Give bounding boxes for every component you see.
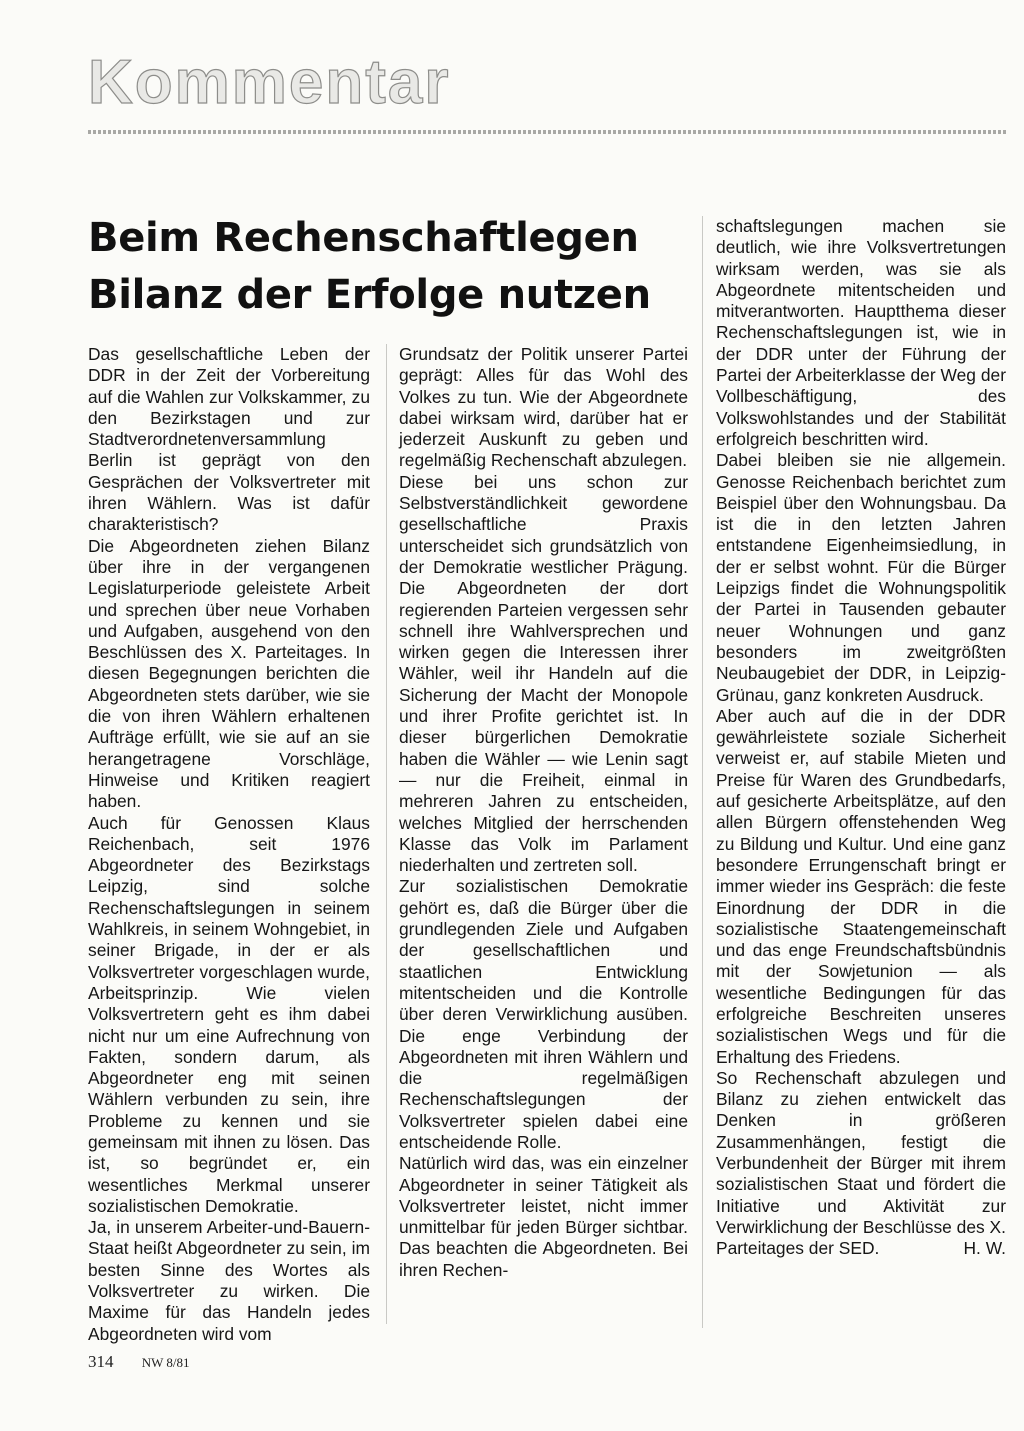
paragraph: Ja, in unserem Arbeiter-und-Bauern-Staat heißt Abgeordneter zu sein, im besten Sinne des Wortes als Volksvertreter zu wirken. Die Maxime für das Handeln jedes Abgeordneten wird vom bbox=[88, 1217, 370, 1344]
paragraph: Dabei bleiben sie nie allgemein. Genosse Reichenbach berichtet zum Beispiel über den Wohnungsbau. Da ist die in den letzten Jahren entstandene Eigenheimsiedlung, in der er selbst wohnt. Für die Bürger Leipzigs findet die Wohnungspolitik der Partei in Tausenden gebauter neuer Wohnungen und ganz besonders im zweitgrößten Neubaugebiet der DDR, in Leipzig-Grünau, ganz konkreten Ausdruck. bbox=[716, 450, 1006, 705]
paragraph: Natürlich wird das, was ein einzelner Abgeordneter in seiner Tätigkeit als Volksvertreter leistet, nicht immer unmittelbar für jeden Bürger sichtbar. Das beachten die Abgeordneten. Bei ihren Rechen- bbox=[399, 1153, 688, 1280]
article-headline bbox=[88, 210, 698, 324]
author-signature: H. W. bbox=[963, 1238, 1006, 1259]
paragraph-text: So Rechenschaft abzulegen und Bilanz zu ziehen entwickelt das Denken in größeren Zusammenhängen, festigt die Verbundenheit der Bürger mit ihrem sozialistischen Staat und fördert die Initiative und Aktivität zur Verwirklichung der Beschlüsse des X. Parteitages der SED. bbox=[716, 1067, 1006, 1259]
headline-line: Beim Rechenschaftlegen bbox=[88, 215, 639, 261]
paragraph: Aber auch auf die in der DDR gewährleistete soziale Sicherheit verweist er, auf stabile Mieten und Preise für Waren des Grundbedarfs, auf gesicherte Arbeitsplätze, auf den allen Bürgern offenstehenden Weg zu Bildung und Kultur. Und eine ganz besondere Errungenschaft bringt er immer wieder ins Gespräch: die feste Einordnung der DDR in die sozialistische Staatengemeinschaft und das enge Freundschaftsbündnis mit der Sowjetunion — als wesentliche Bedingungen für das erfolgreiche Beschreiten unseres sozialistischen Wegs und für die Erhaltung des Friedens. bbox=[716, 705, 1006, 1067]
column-divider bbox=[702, 216, 703, 1328]
paragraph: Diese bei uns schon zur Selbstverständlichkeit gewordene gesellschaftliche Praxis unterscheidet sich grundsätzlich von der Demokratie westlicher Prägung. Die Abgeordneten der dort regierenden Parteien vergessen sehr schnell ihre Wahlversprechen und wirken gegen die Interessen ihrer Wähler, weil ihr Handeln auf die Sicherung der Macht der Monopole und ihrer Profite gerichtet ist. In dieser bürgerlichen Demokratie haben die Wähler — wie Lenin sagt — nur die Freiheit, einmal in mehreren Jahren zu entscheiden, welches Mitglied der herrschenden Klasse das Volk im Parlament niederhalten und zertreten soll. bbox=[399, 471, 688, 876]
issue-label: NW 8/81 bbox=[141, 1355, 190, 1370]
header-rule bbox=[88, 130, 1006, 134]
paragraph: Grundsatz der Politik unserer Partei geprägt: Alles für das Wohl des Volkes zu tun. Wie der Abgeordnete dabei wirksam wird, darüber hat er jederzeit Auskunft zu geben und regelmäßig Rechenschaft abzulegen. bbox=[399, 344, 688, 471]
paragraph: schaftslegungen machen sie deutlich, wie ihre Volksvertretungen wirksam werden, was sie als Abgeordnete mitentscheiden und mitverantworten. Hauptthema dieser Rechenschaftslegungen ist, wie in der DDR unter der Führung der Partei der Arbeiterklasse der Weg der Vollbeschäftigung, des Volkswohlstandes und der Stabilität erfolgreich beschritten wird. bbox=[716, 216, 1006, 449]
column-divider bbox=[386, 344, 387, 1324]
section-kicker: Kommentar bbox=[88, 48, 451, 117]
headline-line: Bilanz der Erfolge nutzen bbox=[88, 272, 651, 318]
page-footer bbox=[88, 1352, 190, 1372]
paragraph: Das gesellschaftliche Leben der DDR in der Zeit der Vorbereitung auf die Wahlen zur Volkskammer, zu den Bezirkstagen und zur Stadtverordnetenversammlung Berlin ist geprägt von den Gesprächen der Volksvertreter mit ihren Wählern. Was ist dafür charakteristisch? bbox=[88, 344, 370, 535]
paragraph bbox=[716, 1068, 1006, 1260]
paragraph: Die Abgeordneten ziehen Bilanz über ihre in der vergangenen Legislaturperiode geleistete Arbeit und sprechen über neue Vorhaben und Aufgaben, ausgehend von den Beschlüssen des X. Parteitages. In diesen Begegnungen berichten die Abgeordneten stets darüber, wie sie die von ihren Wählern erhaltenen Aufträge erfüllt, wie sie auf an sie herangetragene Vorschläge, Hinweise und Kritiken reagiert haben. bbox=[88, 535, 370, 812]
text-column-1 bbox=[88, 344, 370, 1345]
page-number: 314 bbox=[88, 1352, 114, 1371]
paragraph: Auch für Genossen Klaus Reichenbach, seit 1976 Abgeordneter des Bezirkstags Leipzig, sind solche Rechenschaftslegungen in seinem Wahlkreis, in seinem Wohngebiet, in seiner Brigade, in der er als Volksvertreter vorgeschlagen wurde, Arbeitsprinzip. Wie vielen Volksvertretern geht es ihm dabei nicht nur um eine Aufrechnung von Fakten, sondern darum, als Abgeordneter eng mit seinen Wählern verbunden zu sein, ihre Probleme zu kennen und sie gemeinsam mit ihnen zu lösen. Das ist, so begründet er, ein wesentliches Merkmal unserer sozialistischen Demokratie. bbox=[88, 812, 370, 1216]
text-column-2 bbox=[399, 344, 688, 1281]
paragraph: Zur sozialistischen Demokratie gehört es, daß die Bürger über die grundlegenden Ziele und Aufgaben der gesellschaftlichen und staatlichen Entwicklung mitentscheiden und die Kontrolle über deren Verwirklichung ausüben. Die enge Verbindung der Abgeordneten mit ihren Wählern und die regelmäßigen Rechenschaftslegungen der Volksvertreter spielen dabei eine entscheidende Rolle. bbox=[399, 876, 688, 1152]
text-column-3 bbox=[716, 216, 1006, 1260]
